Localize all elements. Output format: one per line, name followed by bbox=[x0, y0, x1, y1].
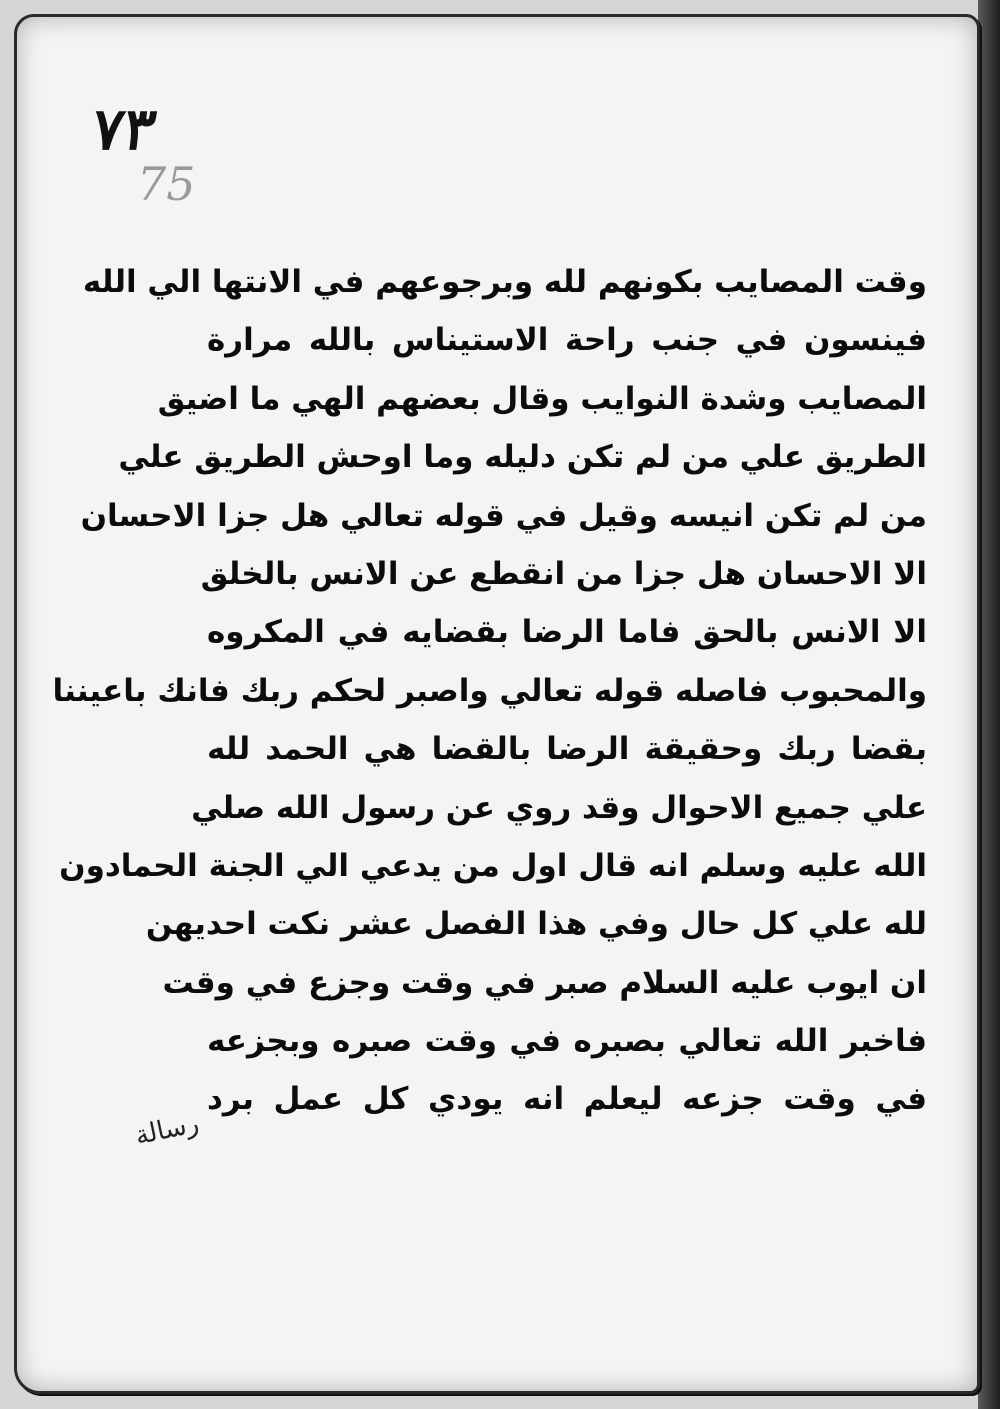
folio-number-pencil: 75 bbox=[137, 157, 196, 211]
text-line: في وقت جزعه ليعلم انه يودي كل عمل برد bbox=[207, 1081, 927, 1118]
text-line: من لم تكن انيسه وقيل في قوله تعالي هل جزا الاحسان bbox=[80, 497, 927, 534]
manuscript-text-block bbox=[52, 253, 927, 1129]
text-line: لله علي كل حال وفي هذا الفصل عشر نكت احديهن bbox=[145, 906, 927, 943]
text-line: المصايب وشدة النوايب وقال بعضهم الهي ما اضيق bbox=[157, 380, 927, 417]
text-line: الا الانس بالحق فاما الرضا بقضايه في المكروه bbox=[207, 614, 927, 651]
text-line: الطريق علي من لم تكن دليله وما اوحش الطريق علي bbox=[118, 439, 927, 476]
text-line: الله عليه وسلم انه قال اول من يدعي الي الجنة الحمادون bbox=[59, 847, 927, 884]
text-line: ان ايوب عليه السلام صبر في وقت وجزع في وقت bbox=[162, 964, 927, 1001]
book-spine-shadow bbox=[978, 0, 1000, 1409]
catchword: رسالة bbox=[132, 1108, 202, 1152]
text-line: علي جميع الاحوال وقد روي عن رسول الله صلي bbox=[191, 789, 927, 826]
folio-number-ink: ٧٣ bbox=[88, 95, 161, 163]
text-line: والمحبوب فاصله قوله تعالي واصبر لحكم ربك فانك باعيننا bbox=[52, 672, 927, 709]
text-line: فاخبر الله تعالي بصبره في وقت صبره وبجزعه bbox=[207, 1023, 927, 1060]
text-line: فينسون في جنب راحة الاستيناس بالله مرارة bbox=[207, 322, 927, 359]
text-line: بقضا ربك وحقيقة الرضا بالقضا هي الحمد لله bbox=[207, 731, 927, 768]
text-line: الا الاحسان هل جزا من انقطع عن الانس بالخلق bbox=[200, 555, 927, 592]
text-line: وقت المصايب بكونهم لله وبرجوعهم في الانتها الي الله bbox=[82, 264, 927, 300]
manuscript-page bbox=[14, 14, 980, 1394]
